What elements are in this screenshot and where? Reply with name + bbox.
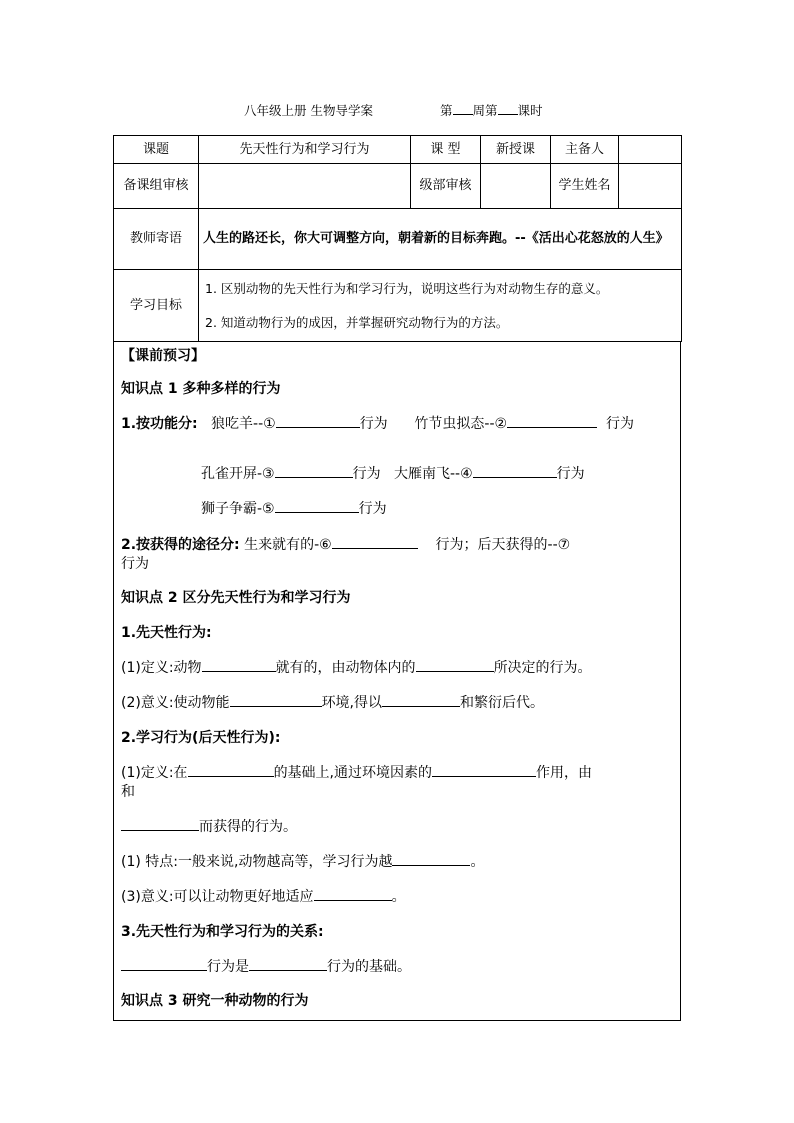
answer-blank-11[interactable] bbox=[188, 762, 274, 777]
goal-item: 1. 区别动物的先天性行为和学习行为，说明这些行为对动物生存的意义。 bbox=[205, 280, 609, 296]
answer-blank-4[interactable] bbox=[473, 463, 557, 478]
learn-def-b: 的基础上,通过环境因素的 bbox=[273, 765, 433, 781]
learn-sig bbox=[121, 886, 406, 906]
answer-blank-10[interactable] bbox=[382, 692, 460, 707]
week-blank bbox=[453, 101, 473, 115]
type-value: 新授课 bbox=[481, 136, 551, 164]
innate-def-c: 所决定的行为。 bbox=[493, 660, 592, 676]
answer-blank-12[interactable] bbox=[432, 762, 536, 777]
innate-def-b: 就有的，由动物体内的 bbox=[275, 660, 416, 676]
goals-label: 学习目标 bbox=[114, 270, 199, 342]
page-header bbox=[0, 101, 794, 121]
innate-def bbox=[121, 657, 592, 677]
learn-sig-a: (3)意义:可以让动物更好地适应 bbox=[121, 889, 314, 905]
q2-row bbox=[121, 534, 570, 554]
teacher-message-label: 教师寄语 bbox=[114, 209, 199, 270]
kp2-title: 知识点 2 区分先天性行为和学习行为 bbox=[121, 590, 351, 606]
student-name-label: 学生姓名 bbox=[551, 164, 619, 209]
topic-value: 先天性行为和学习行为 bbox=[199, 136, 411, 164]
answer-blank-13[interactable] bbox=[121, 816, 199, 831]
answer-blank-3[interactable] bbox=[275, 463, 353, 478]
period: 。 bbox=[470, 854, 485, 870]
kp3-title: 知识点 3 研究一种动物的行为 bbox=[121, 993, 309, 1009]
xingwei-text: 行为 bbox=[358, 501, 387, 517]
q1-a: 狼吃羊--① bbox=[211, 416, 276, 432]
kp1-title: 知识点 1 多种多样的行为 bbox=[121, 381, 281, 397]
learn-def-d: 和 bbox=[121, 784, 135, 800]
xingwei-text: 行为 bbox=[605, 416, 634, 432]
q1-c: 孔雀开屏-③ bbox=[201, 466, 275, 482]
learn-feat bbox=[121, 851, 484, 871]
preparer-value bbox=[619, 136, 682, 164]
dept-review-value bbox=[481, 164, 551, 209]
teacher-message: 人生的路还长，你大可调整方向，朝着新的目标奔跑。--《活出心花怒放的人生》 bbox=[199, 209, 682, 270]
goal-item: 2. 知道动物行为的成因，并掌握研究动物行为的方法。 bbox=[205, 314, 509, 330]
goals-cell bbox=[199, 270, 682, 342]
q2-mid: 行为；后天获得的--⑦ bbox=[435, 537, 571, 553]
type-label: 课 型 bbox=[411, 136, 481, 164]
answer-blank-9[interactable] bbox=[230, 692, 322, 707]
answer-blank-16[interactable] bbox=[121, 956, 207, 971]
answer-blank-8[interactable] bbox=[416, 657, 494, 672]
learn-def-2 bbox=[121, 816, 297, 836]
dept-review-label: 级部审核 bbox=[411, 164, 481, 209]
learn-def-a: (1)定义:在 bbox=[121, 765, 188, 781]
rel-a: 行为是 bbox=[207, 959, 249, 975]
section-title: 【课前预习】 bbox=[121, 348, 205, 364]
innate-def-a: (1)定义:动物 bbox=[121, 660, 202, 676]
group-review-value bbox=[199, 164, 411, 209]
lesson-blank bbox=[498, 101, 518, 115]
rel-b: 行为的基础。 bbox=[327, 959, 411, 975]
rel-title: 3.先天性行为和学习行为的关系: bbox=[121, 924, 324, 940]
student-name-value bbox=[619, 164, 682, 209]
q2-a: 生来就有的-⑥ bbox=[244, 537, 332, 553]
answer-blank-1[interactable] bbox=[276, 413, 360, 428]
header-week-prefix: 第 bbox=[440, 103, 453, 118]
innate-sig bbox=[121, 692, 544, 712]
q1-b: 竹节虫拟态--② bbox=[414, 416, 508, 432]
learn-def-c: 作用，由 bbox=[536, 765, 593, 781]
innate-sig-c: 和繁衍后代。 bbox=[460, 695, 545, 711]
q1-label: 1.按功能分: bbox=[121, 416, 198, 432]
q1-row-1 bbox=[121, 413, 634, 433]
group-review-label: 备课组审核 bbox=[114, 164, 199, 209]
xingwei-text: 行为 bbox=[359, 416, 388, 432]
rel-line bbox=[121, 956, 411, 976]
q2-xingwei: 行为 bbox=[121, 556, 149, 572]
period: 。 bbox=[391, 889, 406, 905]
answer-blank-5[interactable] bbox=[275, 498, 359, 513]
q1-row-3 bbox=[201, 498, 387, 518]
q2-label: 2.按获得的途径分: bbox=[121, 537, 240, 553]
lesson-info-table bbox=[113, 135, 682, 342]
answer-blank-17[interactable] bbox=[249, 956, 327, 971]
answer-blank-7[interactable] bbox=[202, 657, 276, 672]
learn-feat-a: (1) 特点:一般来说,动物越高等，学习行为越 bbox=[121, 854, 393, 870]
learn-def bbox=[121, 762, 592, 782]
innate-sig-b: 环境,得以 bbox=[321, 695, 383, 711]
learn-def-e: 而获得的行为。 bbox=[199, 819, 297, 835]
xingwei-text: 行为 bbox=[556, 466, 585, 482]
answer-blank-15[interactable] bbox=[314, 886, 392, 901]
header-week-suffix: 课时 bbox=[517, 103, 543, 118]
answer-blank-6[interactable] bbox=[332, 534, 418, 549]
preview-section bbox=[113, 341, 681, 1021]
q1-row-2 bbox=[201, 463, 585, 483]
header-week-mid: 周第 bbox=[472, 103, 498, 118]
answer-blank-2[interactable] bbox=[507, 413, 597, 428]
header-title: 八年级上册 生物导学案 bbox=[244, 103, 373, 118]
answer-blank-14[interactable] bbox=[392, 851, 470, 866]
preparer-label: 主备人 bbox=[551, 136, 619, 164]
q1-d: 大雁南飞--④ bbox=[393, 466, 473, 482]
innate-title: 1.先天性行为: bbox=[121, 625, 212, 641]
xingwei-text: 行为 bbox=[352, 466, 381, 482]
header-week-lesson bbox=[440, 101, 543, 119]
topic-label: 课题 bbox=[114, 136, 199, 164]
q1-e: 狮子争霸-⑤ bbox=[201, 501, 275, 517]
learn-title: 2.学习行为(后天性行为): bbox=[121, 730, 281, 746]
innate-sig-a: (2)意义:使动物能 bbox=[121, 695, 230, 711]
